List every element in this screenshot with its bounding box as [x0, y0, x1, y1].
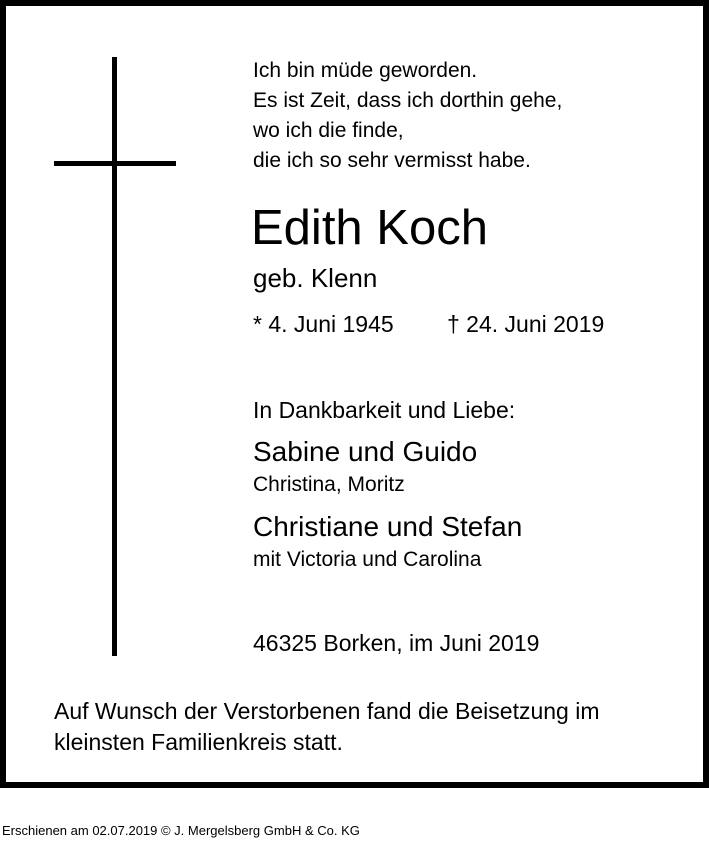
deceased-name: Edith Koch	[251, 201, 488, 255]
poem-line: Ich bin müde geworden.	[253, 59, 478, 82]
memorial-poem	[253, 56, 562, 176]
maiden-name: geb. Klenn	[253, 263, 378, 293]
poem-line: die ich so sehr vermisst habe.	[253, 149, 531, 172]
family-children: Christina, Moritz	[253, 473, 405, 496]
family-children: mit Victoria und Carolina	[253, 548, 482, 571]
death-date: † 24. Juni 2019	[447, 311, 605, 337]
place-and-date: 46325 Borken, im Juni 2019	[253, 630, 540, 656]
cross-icon-horizontal-bar	[54, 161, 176, 166]
publication-footer: Erschienen am 02.07.2019 © J. Mergelsberg GmbH & Co. KG	[2, 823, 360, 838]
notice-line: Auf Wunsch der Verstorbenen fand die Beisetzung im	[54, 698, 600, 724]
burial-notice	[54, 696, 600, 758]
poem-line: Es ist Zeit, dass ich dorthin gehe,	[253, 89, 563, 112]
mourners-heading: In Dankbarkeit und Liebe:	[253, 397, 516, 423]
cross-icon-vertical-bar	[112, 57, 117, 656]
notice-line: kleinsten Familienkreis statt.	[54, 729, 343, 755]
poem-line: wo ich die finde,	[253, 119, 404, 142]
birth-date: * 4. Juni 1945	[253, 311, 394, 337]
family-names: Sabine und Guido	[253, 436, 478, 467]
family-names: Christiane und Stefan	[253, 511, 523, 542]
